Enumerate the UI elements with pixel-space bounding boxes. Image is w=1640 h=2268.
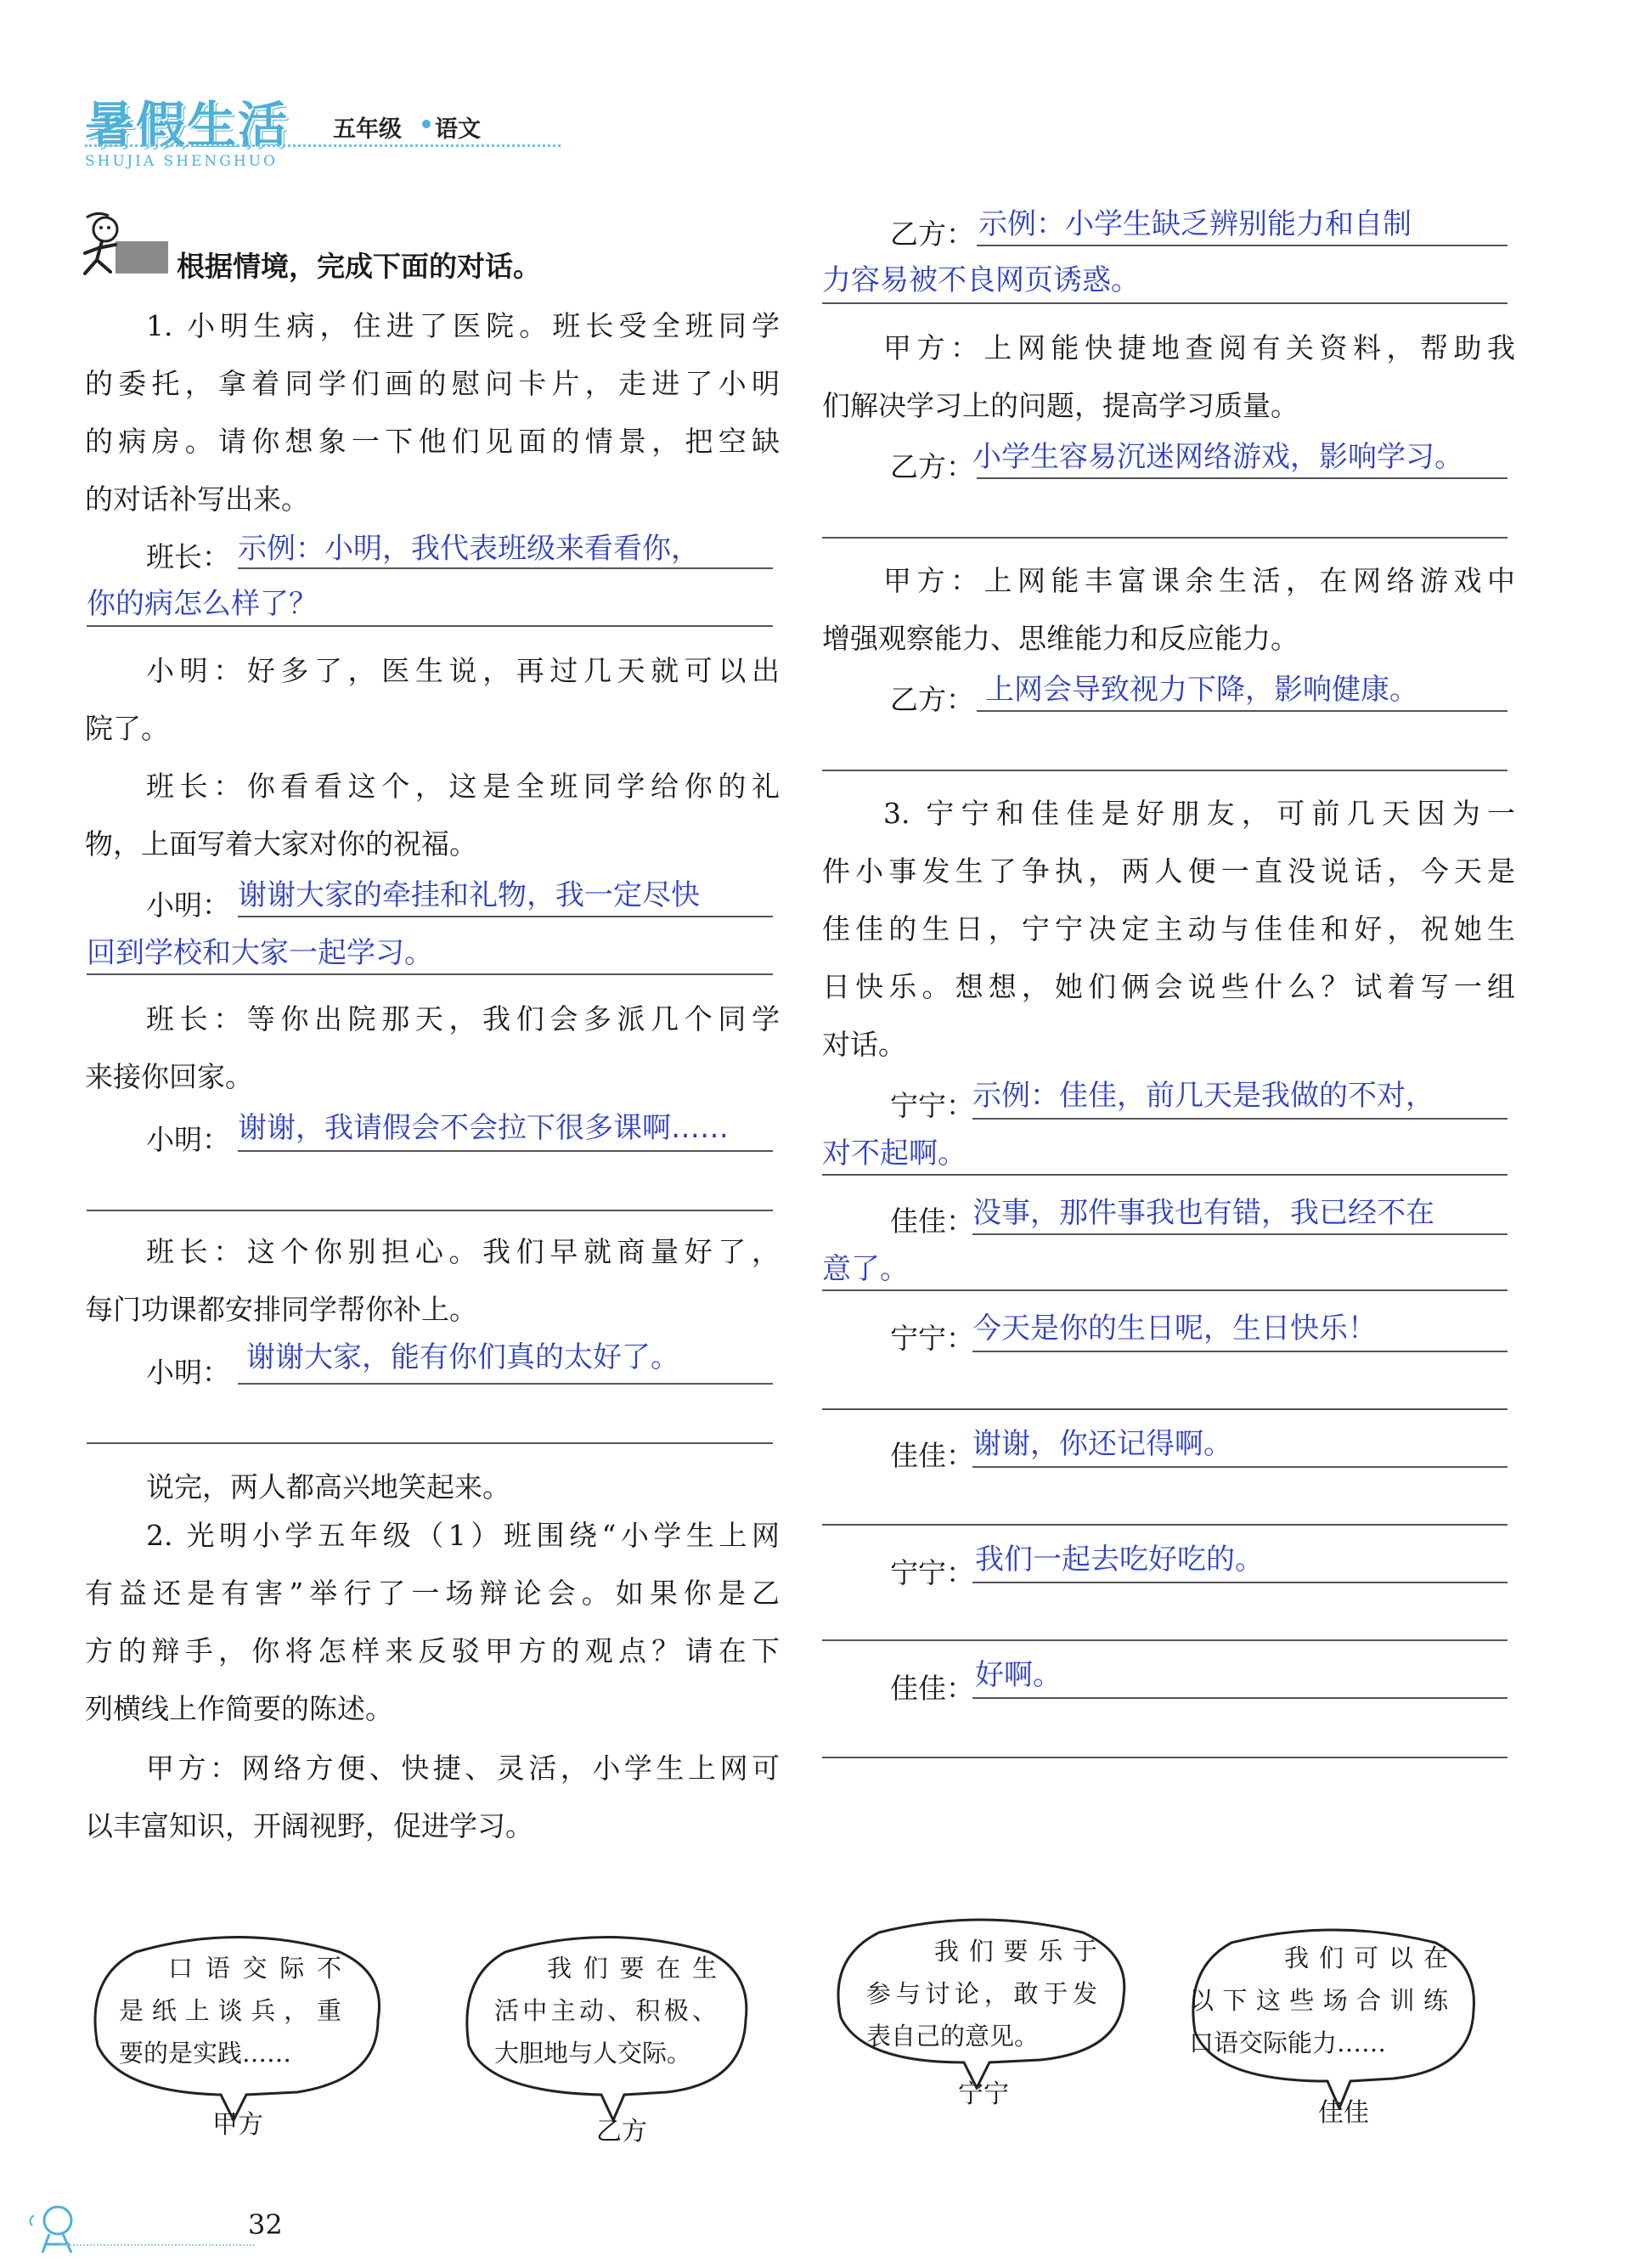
answer-line	[238, 1383, 773, 1385]
header-divider	[85, 144, 561, 147]
bubble-line: 是纸上谈兵，重	[119, 1996, 341, 2025]
answer-line	[822, 1289, 1508, 1291]
q1-ending: 说完，两人都高兴地笑起来。	[146, 1470, 510, 1504]
dialogue-label: 宁宁：	[890, 1556, 974, 1589]
speaker-name: 乙方	[596, 2117, 647, 2147]
dialogue-label: 宁宁：	[890, 1322, 974, 1355]
bubble-text	[119, 1947, 341, 2074]
answer-line	[87, 1442, 773, 1444]
q3-prompt-line: 日快乐。想想，她们俩会说些什么？试着写一组	[822, 970, 1515, 1003]
answer-line	[972, 1233, 1508, 1235]
dialogue-line: 每门功课都安排同学帮你补上。	[85, 1293, 477, 1326]
dialogue-line: 甲方：上网能丰富课余生活，在网络游戏中	[883, 564, 1515, 597]
answer-text: 今天是你的生日呢，生日快乐！	[972, 1312, 1377, 1346]
bubble-text	[494, 1947, 717, 2074]
dialogue-text	[822, 319, 1515, 435]
dialogue-text	[822, 552, 1515, 668]
bubble-line: 表自己的意见。	[866, 2022, 1040, 2051]
answer-line	[822, 1639, 1508, 1641]
bubble-line: 我们可以在	[1284, 1944, 1448, 1972]
q2-prompt-line: 列横线上作简要的陈述。	[85, 1692, 393, 1725]
bubble-line: 以下这些场合训练	[1189, 1986, 1448, 2015]
dialogue-label: 小明：	[146, 889, 230, 922]
answer-line	[972, 1118, 1508, 1120]
book-logo: 暑假生活	[85, 96, 290, 154]
q1-prompt	[85, 297, 780, 528]
answer-line	[972, 1466, 1508, 1468]
subject-label: 语文	[435, 116, 481, 143]
bubble-line: 参与讨论，敢于发	[866, 1979, 1097, 2008]
answer-line	[977, 245, 1508, 246]
answer-text: 示例：小明，我代表班级来看看你，	[238, 532, 700, 566]
answer-text: 谢谢，我请假会不会拉下很多课啊……	[238, 1111, 729, 1145]
bubble-line: 活中主动、积极、	[494, 1996, 717, 2025]
dialogue-line: 院了。	[85, 712, 169, 745]
answer-text: 意了。	[822, 1252, 909, 1286]
q2-prompt-line: 方的辩手，你将怎样来反驳甲方的观点？请在下	[85, 1634, 780, 1667]
q1-prompt-line: 的委托，拿着同学们画的慰问卡片，走进了小明	[85, 367, 780, 400]
answer-line	[972, 1582, 1508, 1583]
answer-line	[87, 1210, 773, 1211]
section-title: 根据情境，完成下面的对话。	[177, 250, 541, 283]
q3-prompt-line: 3. 宁宁和佳佳是好朋友，可前几天因为一	[883, 797, 1515, 830]
answer-line	[238, 1150, 773, 1152]
dialogue-label: 乙方：	[890, 217, 974, 251]
answer-text: 你的病怎么样了？	[87, 587, 318, 621]
answer-text: 对不起啊。	[822, 1137, 967, 1171]
footer-kid-icon	[25, 2200, 85, 2260]
q2-prompt	[85, 1507, 780, 1738]
bubble-line: 大胆地与人交际。	[494, 2039, 692, 2068]
bubble-line: 我们要在生	[547, 1954, 717, 1983]
speaker-name: 佳佳	[1318, 2098, 1369, 2128]
answer-line	[977, 477, 1508, 479]
dialogue-text	[85, 758, 780, 873]
q2-prompt-line: 2. 光明小学五年级（1）班围绕“小学生上网	[146, 1519, 780, 1552]
answer-text: 小学生容易沉迷网络游戏，影响学习。	[972, 440, 1463, 474]
dialogue-label: 佳佳：	[890, 1205, 974, 1238]
q3-prompt-line: 件小事发生了争执，两人便一直没说话，今天是	[822, 855, 1515, 888]
answer-line	[238, 567, 773, 569]
answer-text: 谢谢大家的牵挂和礼物，我一定尽快	[238, 878, 700, 912]
dialogue-line: 班长：等你出院那天，我们会多派几个同学	[146, 1002, 780, 1035]
bubble-line: 我们要乐于	[934, 1937, 1097, 1966]
q3-prompt-line: 佳佳的生日，宁宁决定主动与佳佳和好，祝她生	[822, 912, 1515, 945]
dialogue-line: 班长：你看看这个，这是全班同学给你的礼	[146, 770, 780, 803]
answer-text: 力容易被不良网页诱惑。	[822, 263, 1140, 297]
dialogue-line: 增强观察能力、思维能力和反应能力。	[822, 622, 1299, 655]
dialogue-label: 乙方：	[890, 683, 974, 716]
q3-prompt-line: 对话。	[822, 1028, 906, 1061]
answer-line	[87, 973, 773, 975]
dialogue-line: 小明：好多了，医生说，再过几天就可以出	[146, 654, 780, 687]
answer-text: 示例：小学生缺乏辨别能力和自制	[978, 207, 1412, 241]
answer-line	[822, 302, 1508, 304]
bubble-text	[866, 1930, 1097, 2057]
bubble-line: 口语交际不	[168, 1954, 341, 1983]
bubble-line: 口语交际能力……	[1189, 2028, 1387, 2057]
answer-text: 示例：佳佳，前几天是我做的不对，	[972, 1079, 1434, 1113]
dialogue-label: 乙方：	[890, 450, 974, 483]
answer-line	[972, 1351, 1508, 1352]
dialogue-label: 班长：	[146, 540, 230, 573]
answer-text: 上网会导致视力下降，影响健康。	[985, 673, 1418, 707]
dialogue-label: 佳佳：	[890, 1439, 974, 1472]
answer-line	[822, 770, 1508, 771]
answer-line	[822, 1757, 1508, 1758]
answer-line	[238, 916, 773, 917]
speaker-name: 宁宁	[958, 2079, 1009, 2109]
q1-prompt-line: 的病房。请你想象一下他们见面的情景，把空缺	[85, 425, 780, 458]
footer-divider	[59, 2244, 255, 2246]
dialogue-text	[85, 990, 780, 1106]
dialogue-line: 来接你回家。	[85, 1060, 253, 1093]
dialogue-label: 佳佳：	[890, 1672, 974, 1705]
answer-text: 我们一起去吃好吃的。	[975, 1543, 1264, 1577]
dialogue-line: 班长：这个你别担心。我们早就商量好了，	[146, 1235, 780, 1268]
dialogue-line: 物，上面写着大家对你的祝福。	[85, 827, 477, 860]
book-pinyin: SHUJIA SHENGHUO	[85, 153, 278, 170]
dialogue-text	[85, 1740, 780, 1855]
dialogue-line: 以丰富知识，开阔视野，促进学习。	[85, 1809, 533, 1842]
bubble-line: 要的是实践……	[119, 2039, 292, 2068]
answer-text: 回到学校和大家一起学习。	[87, 936, 433, 970]
speaker-name: 甲方	[212, 2110, 263, 2140]
answer-line	[972, 1697, 1508, 1699]
dialogue-line: 们解决学习上的问题，提高学习质量。	[822, 389, 1299, 422]
answer-text: 谢谢大家，能有你们真的太好了。	[246, 1340, 679, 1374]
dialogue-line: 甲方：网络方便、快捷、灵活，小学生上网可	[146, 1752, 780, 1785]
answer-text: 谢谢，你还记得啊。	[972, 1427, 1232, 1461]
answer-line	[977, 710, 1508, 712]
dot-icon	[422, 120, 431, 128]
answer-line	[822, 1174, 1508, 1176]
answer-line	[822, 1524, 1508, 1526]
answer-line	[822, 537, 1508, 539]
grade-label: 五年级	[333, 116, 402, 143]
dialogue-label: 小明：	[146, 1356, 230, 1389]
answer-text: 好啊。	[975, 1658, 1062, 1692]
answer-line	[822, 1408, 1508, 1410]
dialogue-text	[85, 642, 780, 758]
q3-prompt	[822, 785, 1515, 1074]
dialogue-line: 甲方：上网能快捷地查阅有关资料，帮助我	[883, 331, 1515, 364]
answer-line	[87, 625, 773, 627]
page-number: 32	[248, 2209, 283, 2241]
dialogue-text	[85, 1223, 780, 1339]
q1-prompt-line: 1. 小明生病，住进了医院。班长受全班同学	[146, 309, 780, 342]
q2-prompt-line: 有益还是有害”举行了一场辩论会。如果你是乙	[85, 1577, 780, 1610]
running-kid-icon	[78, 211, 172, 283]
q1-prompt-line: 的对话补写出来。	[85, 482, 309, 516]
dialogue-label: 小明：	[146, 1123, 230, 1156]
answer-text: 没事，那件事我也有错，我已经不在	[972, 1196, 1434, 1230]
dialogue-label: 宁宁：	[890, 1089, 974, 1122]
bubble-text	[1189, 1937, 1448, 2064]
